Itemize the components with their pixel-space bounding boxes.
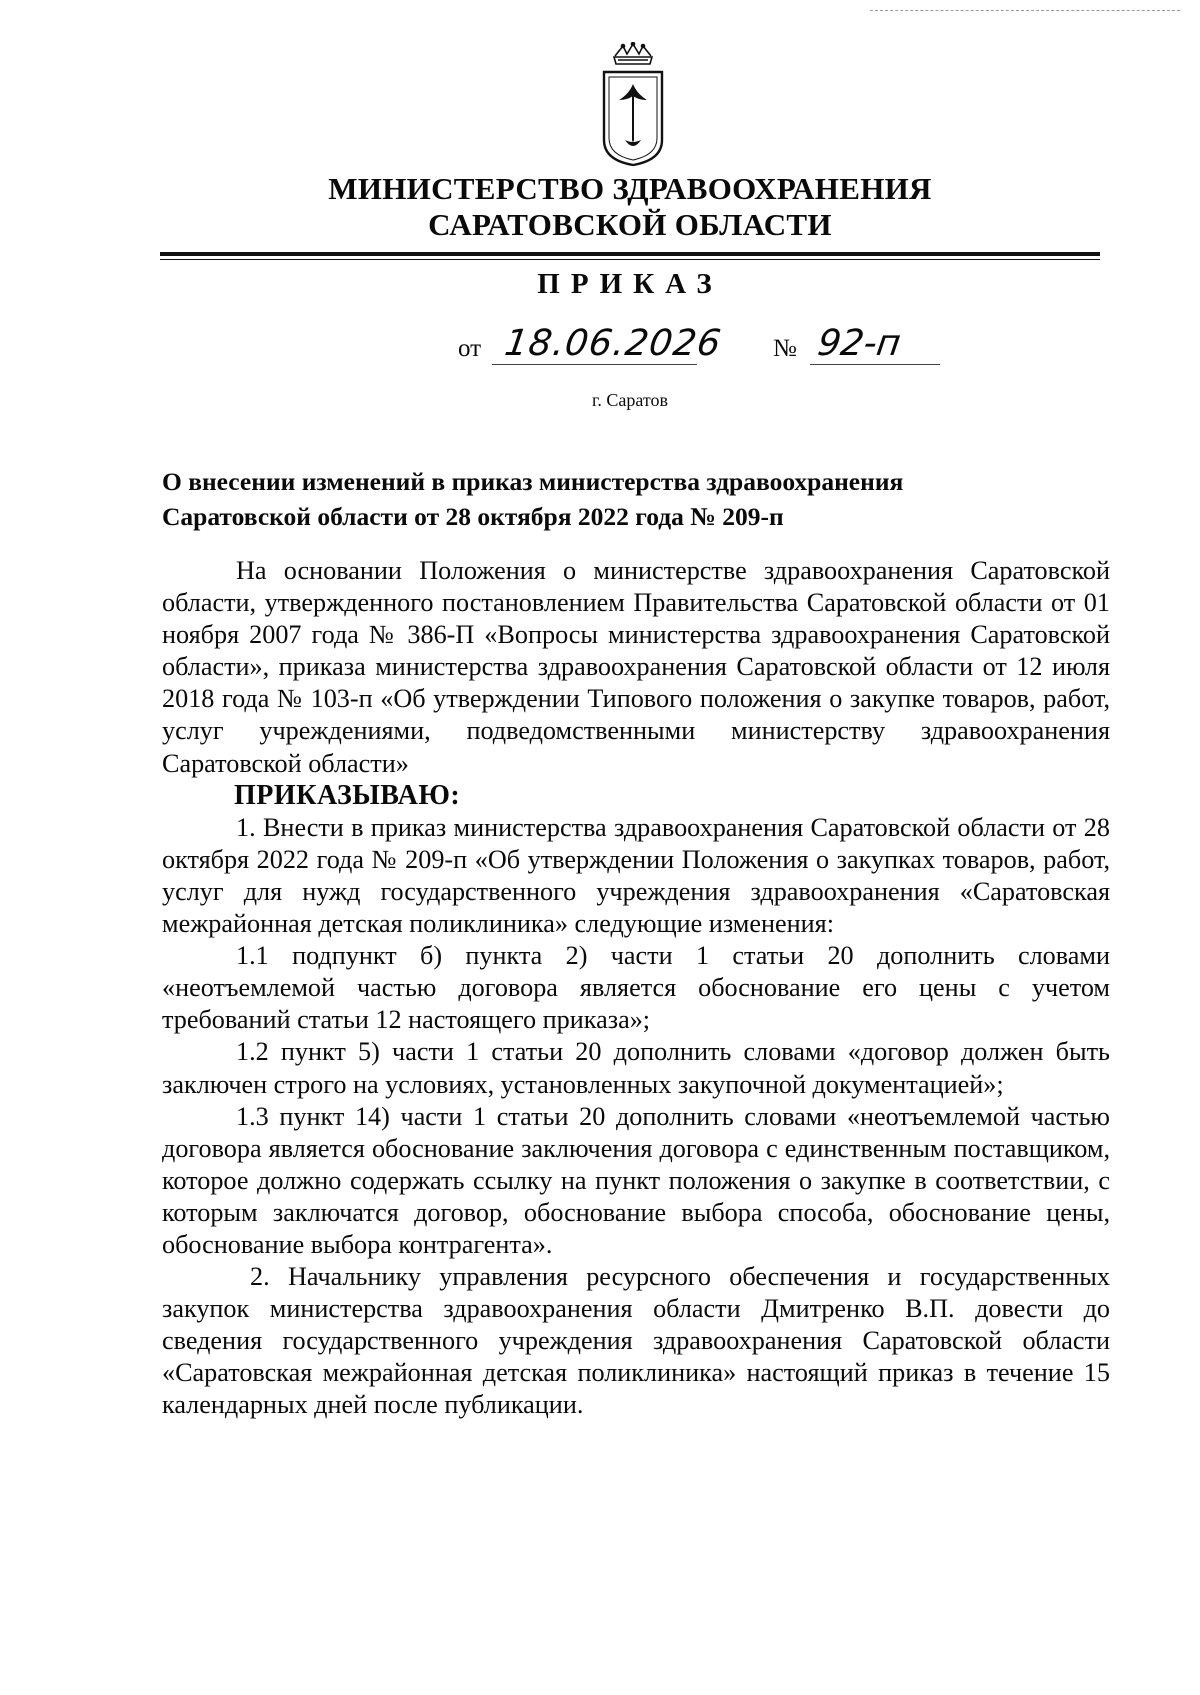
handwritten-number: 92-п bbox=[815, 323, 904, 364]
document-type: ПРИКАЗ bbox=[537, 268, 723, 300]
item-1-3-paragraph: 1.3 пункт 14) части 1 статьи 20 дополнить словами «неотъемлемой частью договора является обоснование заключения договора с единственным поставщиком, которое должно содержать ссылку на пункт положения о закупке в соответствии, с которым заключатся договор, обоснование выбора способа, обоснование цены, обоснование выбора контрагента». bbox=[162, 1101, 1110, 1259]
order-title-line2: Саратовской области от 28 октября 2022 года № 209-п bbox=[162, 502, 784, 531]
item-2-paragraph: 2. Начальнику управления ресурсного обеспечения и государственных закупок министерства здравоохранения области Дмитренко В.П. довести до сведения государственного учреждения здравоохранения Саратовской области «Саратовская межрайонная детская поликлиника» настоящий приказ в течение 15 календарных дней после публикации. bbox=[162, 1262, 1110, 1420]
number-underline bbox=[810, 364, 940, 365]
header-rule-thick bbox=[160, 252, 1100, 256]
decree-heading: ПРИКАЗЫВАЮ: bbox=[234, 779, 461, 811]
order-body bbox=[162, 555, 1110, 1422]
header-rule-thin bbox=[160, 259, 1100, 260]
item-1-paragraph: 1. Внести в приказ министерства здравоохранения Саратовской области от 28 октября 2022 года № 209-п «Об утверждении Положения о закупках товаров, работ, услуг для нужд государственного учреждения здравоохранения «Саратовская межрайонная детская поликлиника» следующие изменения: bbox=[162, 812, 1110, 939]
city-label: г. Саратов bbox=[592, 390, 668, 410]
item-1-2-paragraph: 1.2 пункт 5) части 1 статьи 20 дополнить словами «договор должен быть заключен строго на условиях, установленных закупочной документацией»; bbox=[162, 1037, 1110, 1099]
scan-edge-line bbox=[870, 10, 1180, 11]
preamble-paragraph: На основании Положения о министерстве здравоохранения Саратовской области, утвержденного постановлением Правительства Саратовской области от 01 ноября 2007 года № 386-П «Вопросы министерства здравоохранения Саратовской области», приказа министерства здравоохранения Саратовской области от 12 июля 2018 года № 103-п «Об утверждении Типового положения о закупке товаров, работ, услуг учреждениями, подведомственными министерству здравоохранения Саратовской области» bbox=[162, 556, 1110, 778]
number-label: № bbox=[773, 335, 797, 362]
ministry-name-line2: САРАТОВСКОЙ ОБЛАСТИ bbox=[428, 207, 832, 242]
saratov-oblast-coat-of-arms-icon bbox=[599, 42, 667, 167]
handwritten-date: 18.06.2026 bbox=[502, 323, 725, 364]
ministry-name-line1: МИНИСТЕРСТВО ЗДРАВООХРАНЕНИЯ bbox=[328, 171, 932, 206]
date-prefix-label: от bbox=[458, 335, 482, 362]
item-1-1-paragraph: 1.1 подпункт б) пункта 2) части 1 статьи 20 дополнить словами «неотъемлемой частью договора является обоснование его цены с учетом требований статьи 12 настоящего приказа»; bbox=[162, 941, 1110, 1035]
order-title-line1: О внесении изменений в приказ министерства здравоохранения bbox=[162, 467, 904, 496]
date-underline bbox=[492, 364, 697, 365]
